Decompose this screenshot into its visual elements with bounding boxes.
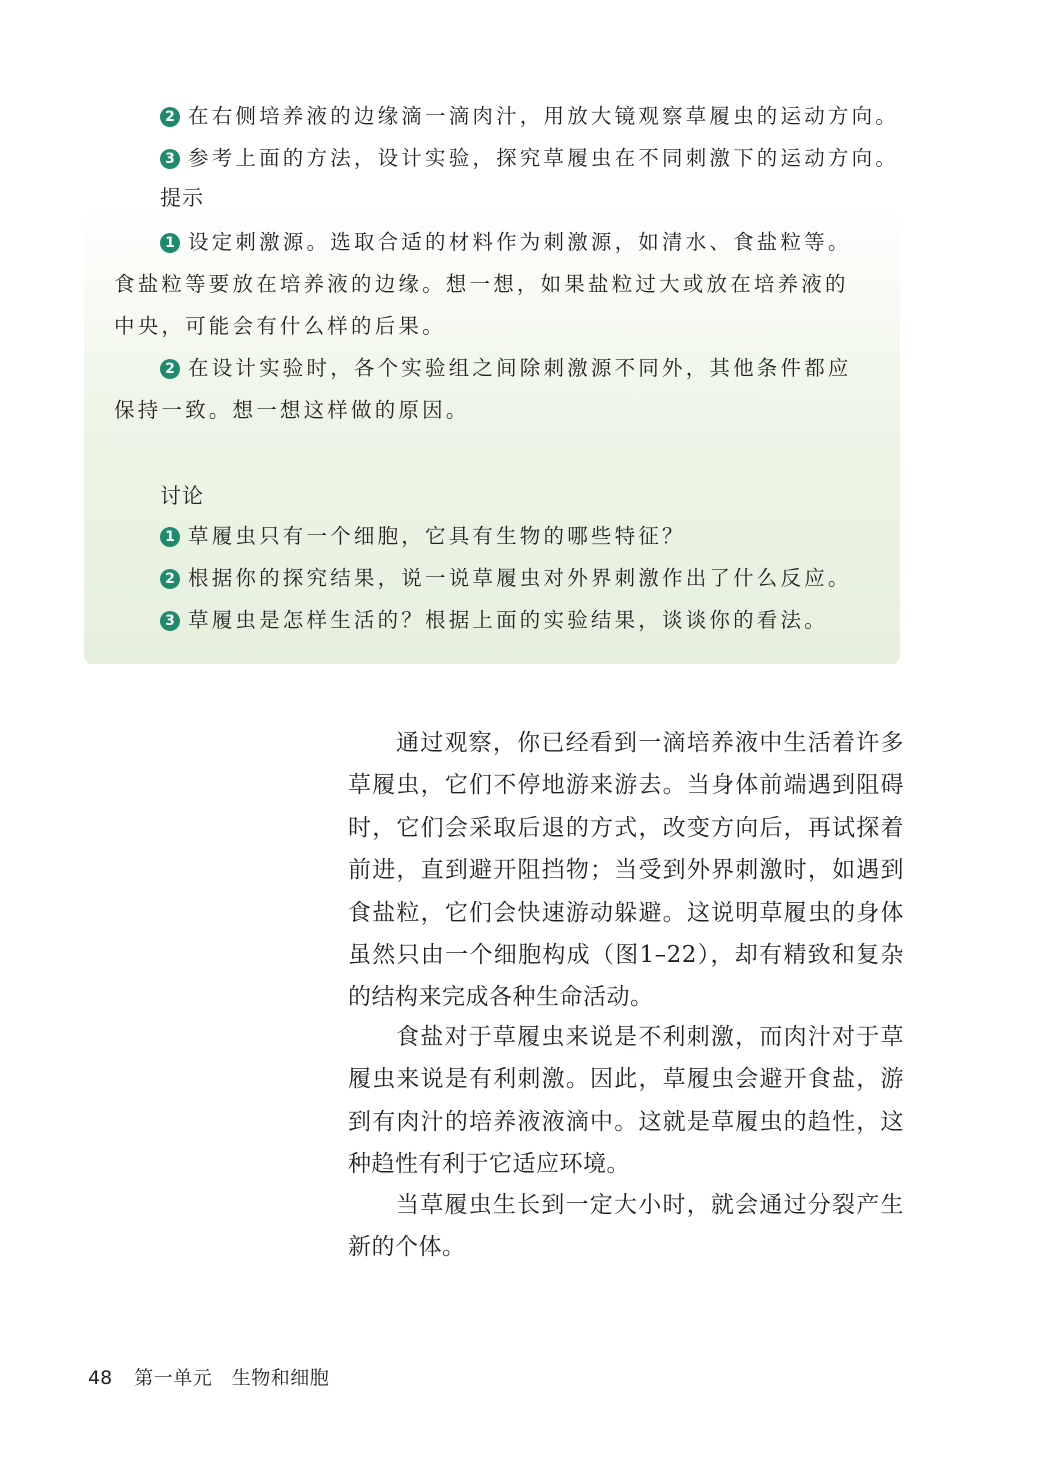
tip-item <box>160 228 852 256</box>
discussion-item <box>160 522 686 550</box>
step-number-badge: 2 <box>160 107 180 127</box>
tip-number-badge: 1 <box>160 233 180 253</box>
step-item <box>160 144 899 172</box>
tip-text-line: 设定刺激源。选取合适的材料作为刺激源，如清水、食盐粒等。 <box>188 230 852 254</box>
body-paragraph: 当草履虫生长到一定大小时，就会通过分裂产生新的个体。 <box>348 1192 904 1261</box>
discussion-number-badge: 3 <box>160 611 180 631</box>
body-paragraph: 通过观察，你已经看到一滴培养液中生活着许多草履虫，它们不停地游来游去。当身体前端遇到阻碍时，它们会采取后退的方式，改变方向后，再试探着前进，直到避开阻挡物；当受到外界刺激时，如遇到食盐粒，它们会快速游动躲避。这说明草履虫的身体虽然只由一个细胞构成（图1–22），却有精致和复杂的结构来完成各种生命活动。 <box>348 730 904 1011</box>
discussion-number-badge: 2 <box>160 569 180 589</box>
tip-text-line: 中央，可能会有什么样的后果。 <box>114 314 446 338</box>
tip-text-line: 食盐粒等要放在培养液的边缘。想一想，如果盐粒过大或放在培养液的 <box>114 272 849 296</box>
discussion-item <box>160 606 828 634</box>
tip-number-badge: 2 <box>160 359 180 379</box>
tip-text-line: 保持一致。想一想这样做的原因。 <box>114 398 470 422</box>
step-text: 参考上面的方法，设计实验，探究草履虫在不同刺激下的运动方向。 <box>188 146 899 170</box>
chapter-title: 第一单元 生物和细胞 <box>134 1367 330 1389</box>
discussion-heading: 讨论 <box>160 484 204 508</box>
discussion-text: 根据你的探究结果，说一说草履虫对外界刺激作出了什么反应。 <box>188 566 852 590</box>
body-paragraph: 食盐对于草履虫来说是不利刺激，而肉汁对于草履虫来说是有利刺激。因此，草履虫会避开食盐，游到有肉汁的培养液液滴中。这就是草履虫的趋性，这种趋性有利于它适应环境。 <box>348 1024 904 1178</box>
discussion-item <box>160 564 852 592</box>
tips-heading: 提示 <box>160 186 204 210</box>
discussion-number-badge: 1 <box>160 527 180 547</box>
discussion-text: 草履虫是怎样生活的？根据上面的实验结果，谈谈你的看法。 <box>188 608 828 632</box>
page-number: 48 <box>88 1367 113 1389</box>
step-item <box>160 102 899 130</box>
page-footer <box>88 1364 329 1392</box>
step-number-badge: 3 <box>160 149 180 169</box>
tip-item <box>160 354 852 382</box>
tip-text-line: 在设计实验时，各个实验组之间除刺激源不同外，其他条件都应 <box>188 356 852 380</box>
discussion-text: 草履虫只有一个细胞，它具有生物的哪些特征？ <box>188 524 686 548</box>
step-text: 在右侧培养液的边缘滴一滴肉汁，用放大镜观察草履虫的运动方向。 <box>188 104 899 128</box>
